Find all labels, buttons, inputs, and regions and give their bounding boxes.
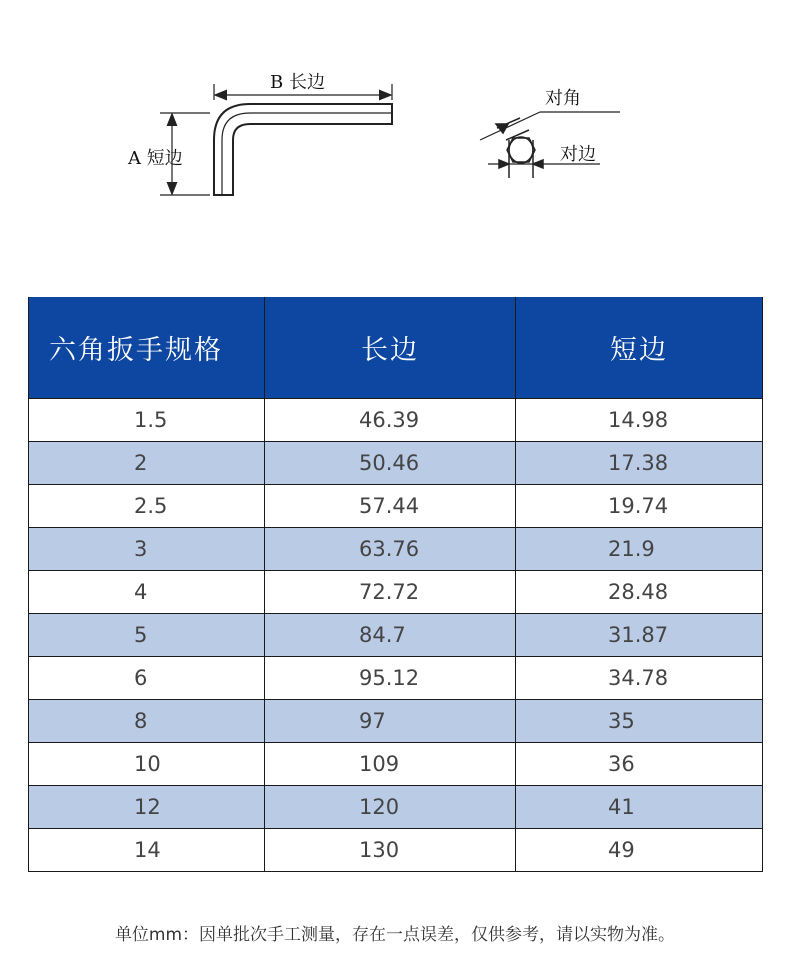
cell-long-edge: 46.39 (265, 399, 516, 442)
table-row (29, 657, 763, 700)
cell-spec: 4 (29, 571, 265, 614)
cell-long-edge: 130 (265, 829, 516, 872)
cell-long-edge: 72.72 (265, 571, 516, 614)
table-row (29, 829, 763, 872)
cell-spec: 14 (29, 829, 265, 872)
cell-short-edge: 49 (516, 829, 763, 872)
header-long-edge: 长边 (265, 297, 516, 399)
cell-short-edge: 34.78 (516, 657, 763, 700)
unit-note: 单位mm：因单批次手工测量，存在一点误差，仅供参考，请以实物为准。 (114, 925, 676, 945)
table-row (29, 786, 763, 829)
cell-long-edge: 63.76 (265, 528, 516, 571)
cell-spec: 10 (29, 743, 265, 786)
cell-short-edge: 19.74 (516, 485, 763, 528)
cell-long-edge: 95.12 (265, 657, 516, 700)
cell-spec: 8 (29, 700, 265, 743)
header-short-edge: 短边 (516, 297, 763, 399)
cell-spec: 2.5 (29, 485, 265, 528)
short-edge-label: A 短边 (128, 148, 183, 169)
cell-short-edge: 41 (516, 786, 763, 829)
cell-long-edge: 57.44 (265, 485, 516, 528)
cell-long-edge: 84.7 (265, 614, 516, 657)
table-row (29, 743, 763, 786)
cell-short-edge: 21.9 (516, 528, 763, 571)
table-row (29, 399, 763, 442)
cell-short-edge: 36 (516, 743, 763, 786)
cell-long-edge: 97 (265, 700, 516, 743)
cell-long-edge: 50.46 (265, 442, 516, 485)
cell-long-edge: 120 (265, 786, 516, 829)
table-row (29, 485, 763, 528)
corner-label: 对角 (545, 88, 581, 109)
table-row (29, 571, 763, 614)
cell-short-edge: 17.38 (516, 442, 763, 485)
table-row (29, 700, 763, 743)
cell-spec: 1.5 (29, 399, 265, 442)
header-spec: 六角扳手规格 (29, 297, 265, 399)
cell-short-edge: 35 (516, 700, 763, 743)
hex-key-drawing (160, 84, 392, 195)
cell-spec: 6 (29, 657, 265, 700)
cell-spec: 2 (29, 442, 265, 485)
cell-spec: 3 (29, 528, 265, 571)
spec-table (28, 297, 763, 872)
table-row (29, 528, 763, 571)
cell-long-edge: 109 (265, 743, 516, 786)
long-edge-label: B 长边 (270, 72, 325, 93)
table-row (29, 442, 763, 485)
cell-short-edge: 28.48 (516, 571, 763, 614)
cell-short-edge: 31.87 (516, 614, 763, 657)
flat-label: 对边 (560, 144, 596, 165)
table-header-row (29, 297, 763, 399)
hex-key-diagram (0, 0, 790, 260)
cell-short-edge: 14.98 (516, 399, 763, 442)
cell-spec: 12 (29, 786, 265, 829)
cell-spec: 5 (29, 614, 265, 657)
hex-section-drawing (480, 112, 620, 178)
table-row (29, 614, 763, 657)
